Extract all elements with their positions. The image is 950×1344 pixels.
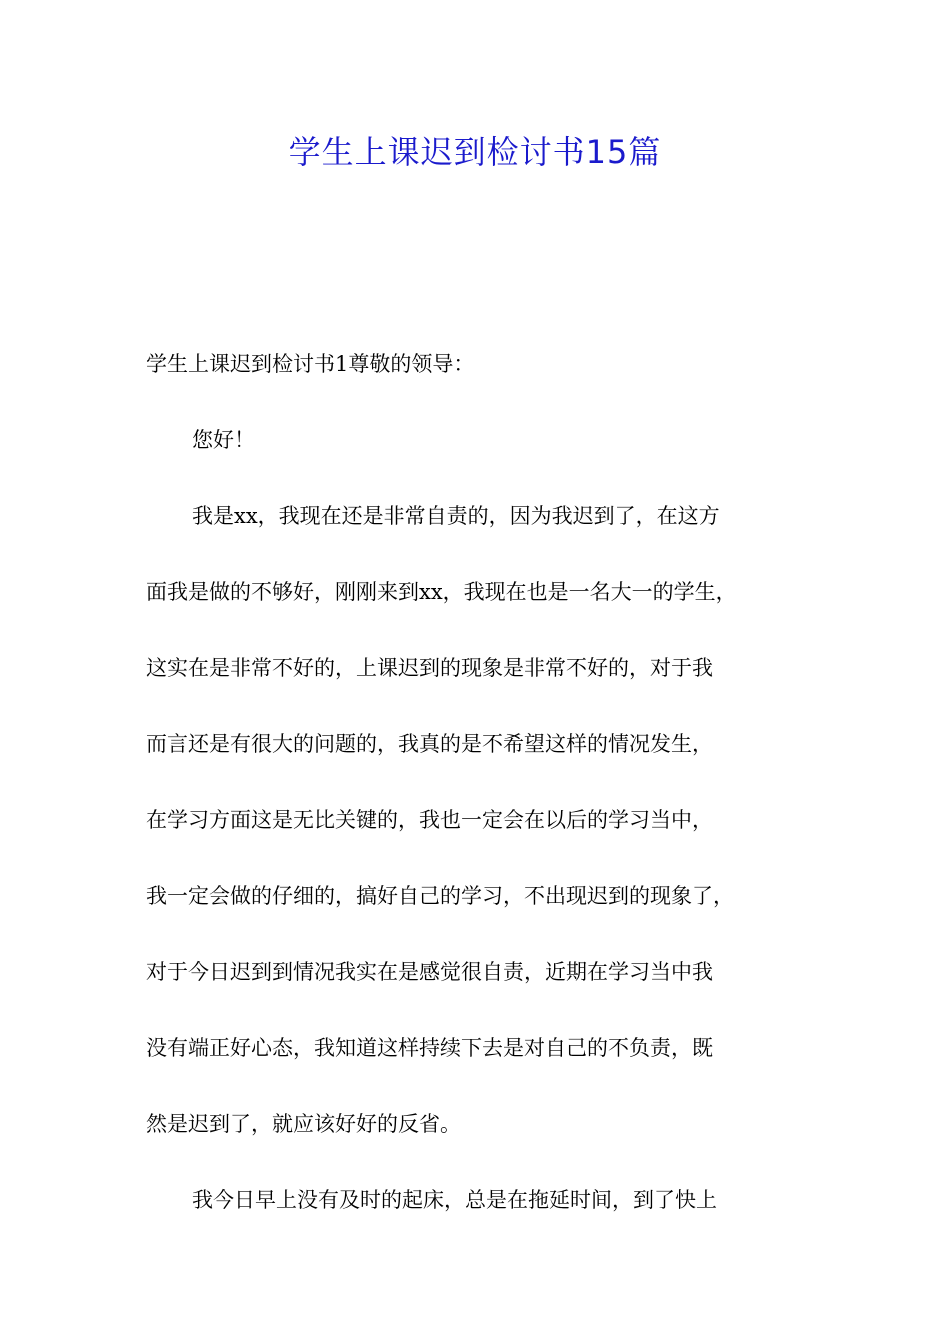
body-line: 对于今日迟到到情况我实在是感觉很自责，近期在学习当中我 [146,960,713,984]
body-line: 没有端正好心态，我知道这样持续下去是对自己的不负责，既 [146,1036,713,1060]
body-line: 然是迟到了，就应该好好的反省。 [146,1112,461,1136]
body-line: 而言还是有很大的问题的，我真的是不希望这样的情况发生， [146,732,713,756]
body-line: 面我是做的不够好，刚刚来到xx，我现在也是一名大一的学生， [146,580,737,604]
body-line: 学生上课迟到检讨书1尊敬的领导： [146,352,475,376]
document-title: 学生上课迟到检讨书15篇 [288,133,662,171]
body-line: 我一定会做的仔细的，搞好自己的学习，不出现迟到的现象了， [146,884,734,908]
body-line: 您好！ [192,428,255,452]
body-line: 在学习方面这是无比关键的，我也一定会在以后的学习当中， [146,808,713,832]
document-body [146,340,826,1252]
body-line: 我今日早上没有及时的起床，总是在拖延时间，到了快上 [192,1188,717,1212]
body-line: 这实在是非常不好的，上课迟到的现象是非常不好的，对于我 [146,656,713,680]
body-line: 我是xx，我现在还是非常自责的，因为我迟到了，在这方 [192,504,720,528]
